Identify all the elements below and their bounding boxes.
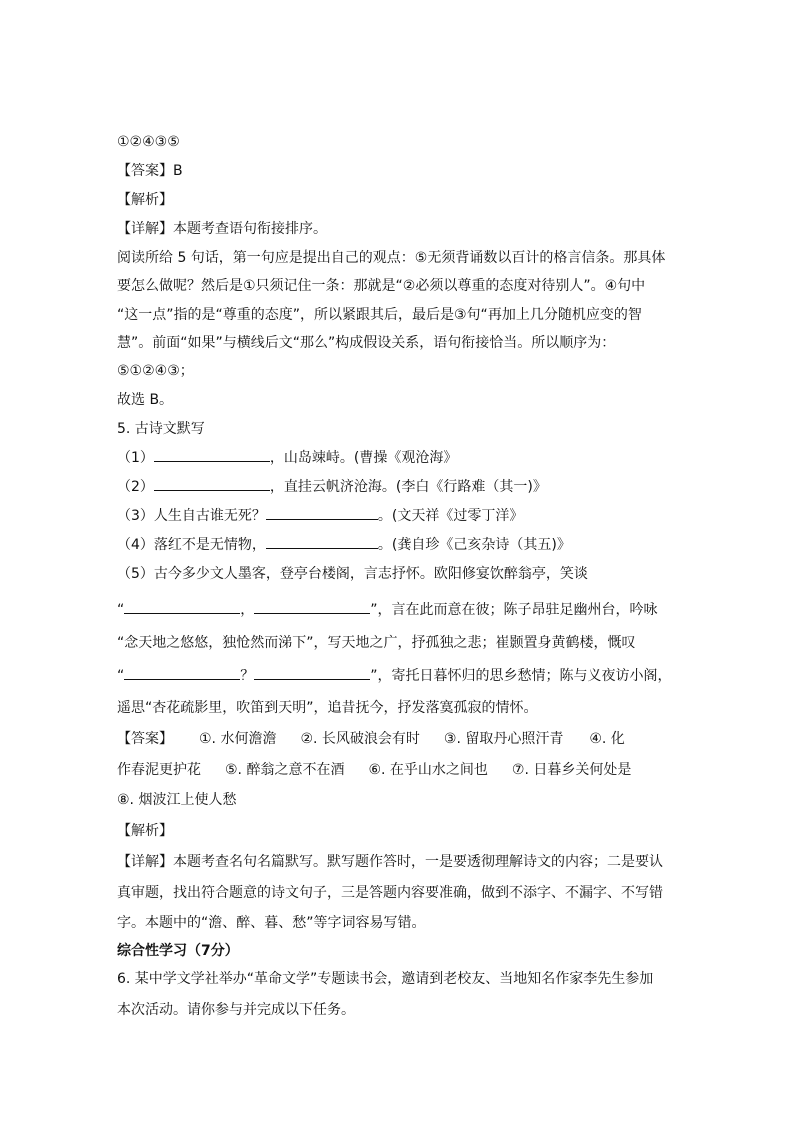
answer-6: ⑥. 在乎山水之间也 <box>368 762 488 778</box>
answer-5: ⑤. 醉翁之意不在酒 <box>225 762 345 778</box>
detail-line: 【详解】本题考查语句衔接排序。 <box>117 221 327 237</box>
answer-value: B <box>173 163 183 179</box>
question-6-line1: 6. 某中学文学社举办“革命文学”专题读书会，邀请到老校友、当地知名作家李先生参加 <box>117 971 654 987</box>
answer-8: ⑧. 烟波江上使人愁 <box>117 792 237 808</box>
item-text: ”，寄托日暮怀归的思乡愁情；陈与义夜访小阁， <box>370 668 672 684</box>
question-5-2 <box>117 476 684 498</box>
answer-label: 【答案】 <box>117 163 173 179</box>
question-5-4 <box>117 534 684 556</box>
answer-4: ④. 化 <box>589 731 625 747</box>
question-5-5-line5: 遥思“杏花疏影里，吹笛到天明”，追昔抚今，抒发落寞孤寂的情怀。 <box>117 700 538 716</box>
paragraph-line: 要怎么做呢？然后是①只须记住一条：那就是“②必须以尊重的态度对待别人”。④句中 <box>117 278 646 294</box>
analysis-label: 【解析】 <box>117 192 173 208</box>
answer-3: ③. 留取丹心照汗青 <box>443 731 564 747</box>
prev-answer-order: ①②④③⑤ <box>117 134 180 150</box>
item-text: （4）落红不是无情物， <box>117 537 266 553</box>
answer-1: ①. 水何澹澹 <box>199 731 277 747</box>
conclusion-line: 故选 B。 <box>117 392 174 408</box>
item-number: （1） <box>117 450 154 466</box>
fill-blank[interactable] <box>124 665 240 680</box>
fill-blank[interactable] <box>124 599 240 614</box>
question-5-5-line3: “念天地之悠悠，独怆然而涕下”，写天地之广，抒孤独之悲；崔颢置身黄鹤楼，慨叹 <box>117 635 636 651</box>
answers-row-3 <box>117 789 684 811</box>
comma: ， <box>240 602 255 618</box>
answer-4-cont: 作春泥更护花 <box>117 762 201 778</box>
fill-blank[interactable] <box>266 534 378 549</box>
question-5-5-line2 <box>117 599 684 621</box>
detail-line: 【详解】本题考查名句名篇默写。默写题作答时，一是要透彻理解诗文的内容；二是要认 <box>117 854 663 870</box>
question-5-5: （5）古今多少文人墨客，登亭台楼阁，言志抒怀。欧阳修宴饮醉翁亭，笑谈 <box>117 566 588 582</box>
answer-7: ⑦. 日暮乡关何处是 <box>511 762 632 778</box>
question-mark: ？ <box>240 668 255 684</box>
question-5-1 <box>117 447 684 469</box>
analysis-label: 【解析】 <box>117 823 173 839</box>
quote-open: “ <box>117 602 125 618</box>
paragraph-line: 慧”。前面“如果”与横线后文“那么”构成假设关系，语句衔接恰当。所以顺序为： <box>117 335 616 351</box>
paragraph-line: 字。本题中的“澹、醉、暮、愁”等字词容易写错。 <box>117 915 426 931</box>
section-heading: 综合性学习（7分） <box>117 943 239 959</box>
question-6-line2: 本次活动。请你参与并完成以下任务。 <box>117 1002 355 1018</box>
fill-blank[interactable] <box>266 505 378 520</box>
question-5-title: 5. 古诗文默写 <box>117 421 205 437</box>
fill-blank[interactable] <box>154 447 270 462</box>
item-text: ，直挂云帆济沧海。(李白《行路难（其一)》 <box>269 479 547 495</box>
answer-row <box>117 160 684 182</box>
item-text: ，山岛竦峙。(曹操《观沧海》 <box>269 450 458 466</box>
paragraph-line: 真审题，找出符合题意的诗文句子，三是答题内容要准确，做到不添字、不漏字、不写错 <box>117 885 663 901</box>
fill-blank[interactable] <box>254 665 370 680</box>
question-5-3 <box>117 505 684 527</box>
answer-label: 【答案】 <box>117 731 173 747</box>
paragraph-line: 阅读所给 5 句话，第一句应是提出自己的观点：⑤无须背诵数以百计的格言信条。那具体 <box>117 250 666 266</box>
quote-open: “ <box>117 668 125 684</box>
item-text: ”，言在此而意在彼；陈子昂驻足幽州台，吟咏 <box>370 602 658 618</box>
item-text: 。(文天祥《过零丁洋》 <box>377 508 524 524</box>
paragraph-line: ⑤①②④③； <box>117 363 194 379</box>
item-text: 。(龚自珍《己亥杂诗（其五)》 <box>377 537 571 553</box>
item-text: （3）人生自古谁无死？ <box>117 508 266 524</box>
answer-2: ②. 长风破浪会有时 <box>300 731 420 747</box>
fill-blank[interactable] <box>254 599 370 614</box>
fill-blank[interactable] <box>154 476 270 491</box>
answers-row-1 <box>117 728 684 750</box>
answers-row-2 <box>117 759 684 781</box>
item-number: （2） <box>117 479 154 495</box>
paragraph-line: “这一点”指的是“尊重的态度”，所以紧跟其后，最后是③句“再加上几分随机应变的智 <box>117 307 642 323</box>
question-5-5-line4 <box>117 665 684 687</box>
